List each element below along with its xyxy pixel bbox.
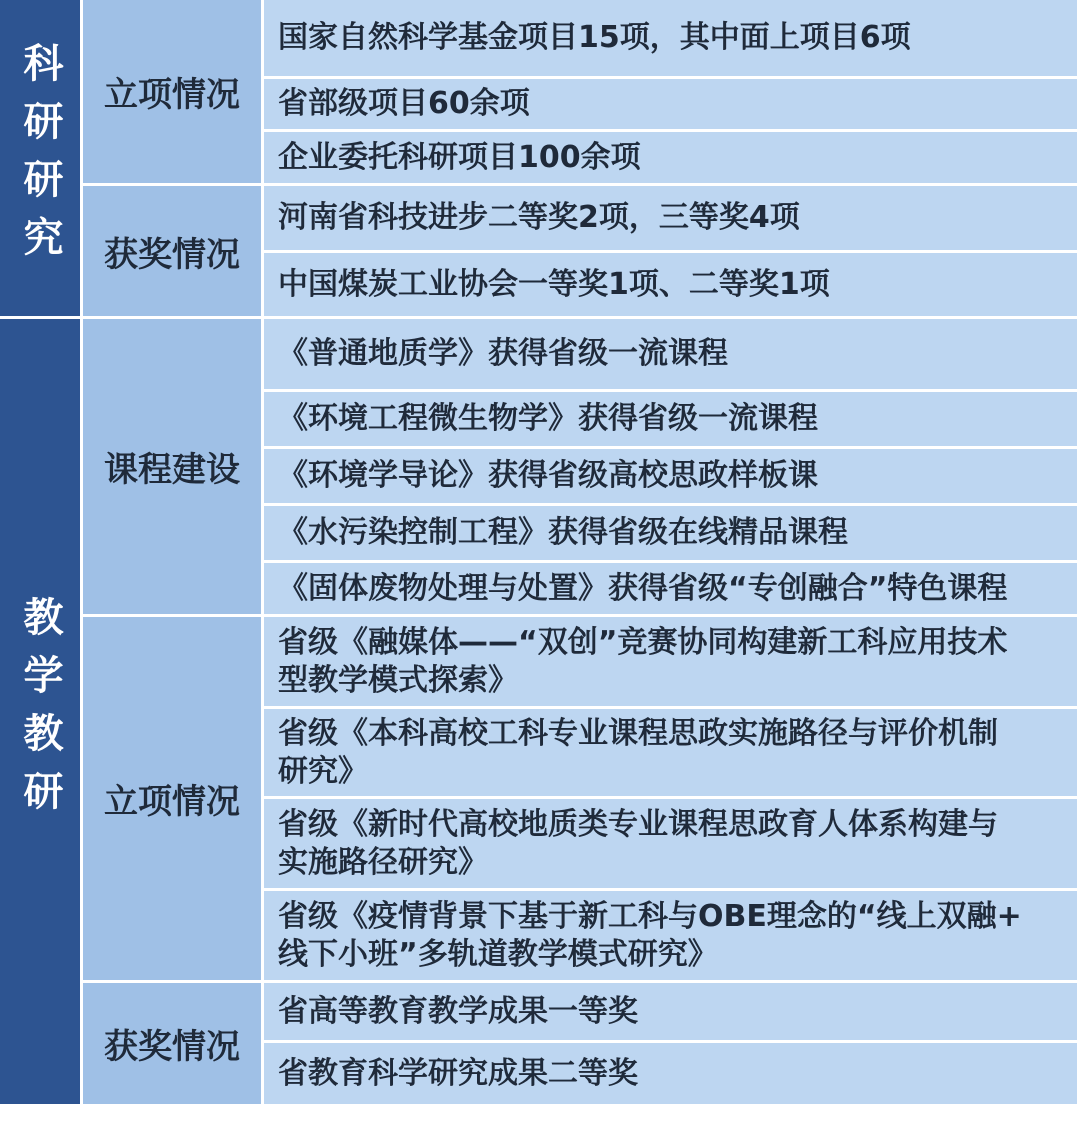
table-row: 《固体废物处理与处置》获得省级“专创融合”特色课程	[264, 563, 1077, 614]
table-row: 河南省科技进步二等奖2项，三等奖4项	[264, 186, 1077, 250]
table-row: 国家自然科学基金项目15项，其中面上项目6项	[264, 0, 1077, 76]
table-row: 《水污染控制工程》获得省级在线精品课程	[264, 506, 1077, 560]
table-row: 省级《疫情背景下基于新工科与OBE理念的“线上双融+ 线下小班”多轨道教学模式研究》	[264, 891, 1077, 980]
category-label: 教学教研	[17, 595, 63, 828]
group-label: 获奖情况	[83, 186, 261, 316]
table-row: 《普通地质学》获得省级一流课程	[264, 319, 1077, 389]
table-row: 企业委托科研项目100余项	[264, 132, 1077, 183]
table-row: 省级《新时代高校地质类专业课程思政育人体系构建与 实施路径研究》	[264, 799, 1077, 888]
table-row: 《环境学导论》获得省级高校思政样板课	[264, 449, 1077, 503]
group-label: 立项情况	[83, 0, 261, 183]
table-row: 省高等教育教学成果一等奖	[264, 983, 1077, 1040]
table-row: 省级《融媒体——“双创”竞赛协同构建新工科应用技术 型教学模式探索》	[264, 617, 1077, 706]
table-row: 《环境工程微生物学》获得省级一流课程	[264, 392, 1077, 446]
category-research	[0, 0, 80, 316]
table-row: 省教育科学研究成果二等奖	[264, 1043, 1077, 1104]
table-row: 中国煤炭工业协会一等奖1项、二等奖1项	[264, 253, 1077, 316]
table-row: 省部级项目60余项	[264, 79, 1077, 129]
category-teaching	[0, 319, 80, 1104]
table-row: 省级《本科高校工科专业课程思政实施路径与评价机制 研究》	[264, 709, 1077, 796]
group-label: 获奖情况	[83, 983, 261, 1104]
category-label: 科研研究	[17, 42, 63, 274]
group-label: 立项情况	[83, 617, 261, 980]
group-label: 课程建设	[83, 319, 261, 614]
